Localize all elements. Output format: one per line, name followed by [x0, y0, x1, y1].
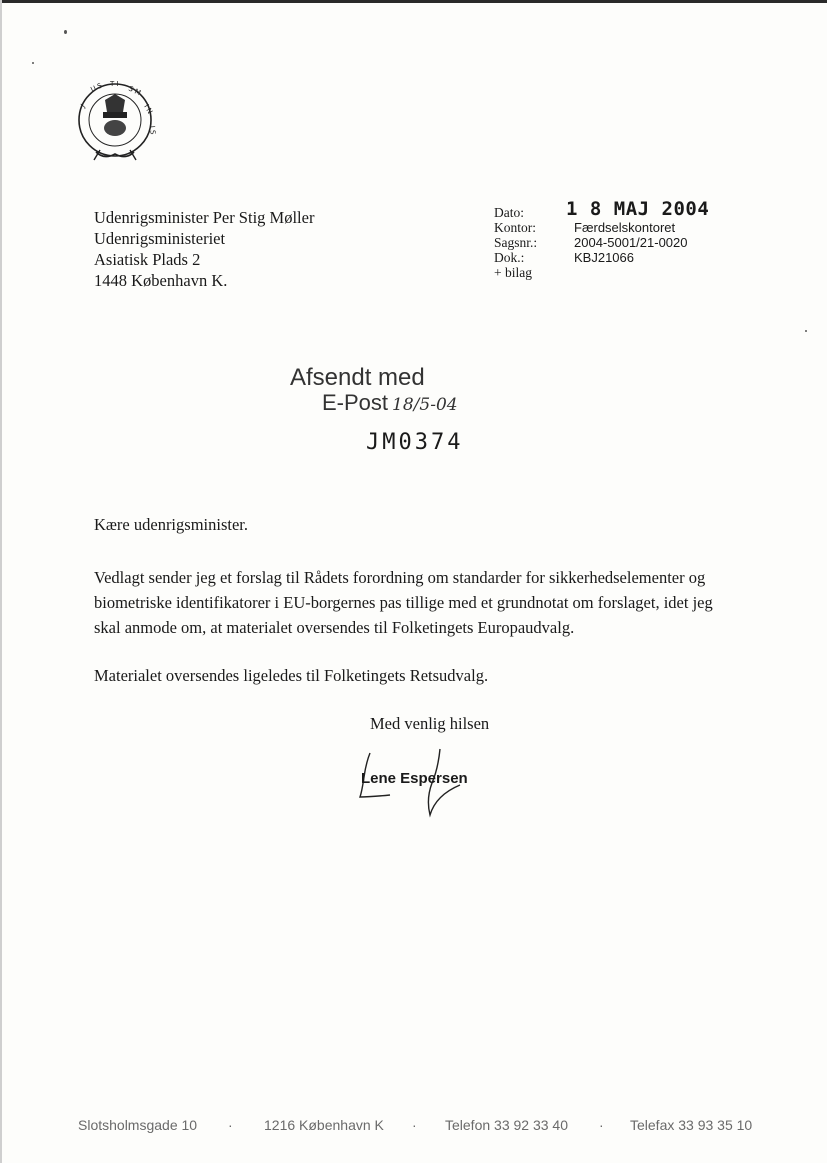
dispatch-stamp-line1: Afsendt med	[290, 364, 425, 391]
journal-number: JM0374	[366, 430, 464, 455]
attachment-note: + bilag	[494, 265, 532, 280]
scan-border-left	[0, 0, 2, 1163]
recipient-address	[94, 207, 314, 291]
footer-separator: ·	[599, 1117, 604, 1133]
office-value: Færdselskontoret	[574, 220, 676, 235]
recipient-line: 1448 København K.	[94, 271, 228, 290]
dispatch-stamp-line2	[322, 390, 458, 416]
attachment-row	[494, 265, 709, 280]
document-value: KBJ21066	[574, 250, 634, 265]
dispatch-stamp-epost: E-Post	[322, 390, 389, 415]
office-label: Kontor:	[494, 220, 536, 235]
footer-phone: Telefon 33 92 33 40	[445, 1117, 568, 1133]
recipient-line: Udenrigsministeriet	[94, 229, 226, 248]
salutation: Kære udenrigsminister.	[94, 515, 248, 534]
svg-text:I S: I S	[148, 125, 157, 135]
footer-address: Slotsholmsgade 10	[78, 1117, 198, 1133]
paragraph-line: biometriske identifikatorer i EU-borgernes pas tillige med et grundnotat om forslaget, idet jeg	[94, 593, 713, 612]
paragraph-1	[94, 565, 713, 640]
footer-separator: ·	[412, 1117, 417, 1133]
paragraph-2: Materialet oversendes ligeledes til Folketingets Retsudvalg.	[94, 666, 489, 685]
footer-separator: ·	[228, 1117, 233, 1133]
case-number-value: 2004-5001/21-0020	[574, 235, 688, 250]
document-row	[494, 250, 709, 265]
handwritten-date: 18/5-04	[392, 395, 458, 415]
document-label: Dok.:	[494, 250, 525, 265]
date-stamp: 1 8 MAJ 2004	[566, 198, 710, 220]
svg-text:S M: S M	[127, 84, 143, 98]
svg-text:T I: T I	[110, 80, 119, 88]
svg-text:U S: U S	[89, 81, 104, 94]
paragraph-line: skal anmode om, at materialet oversendes til Folketingets Europaudvalg.	[94, 618, 575, 637]
svg-text:J: J	[79, 102, 87, 110]
closing: Med venlig hilsen	[370, 714, 490, 733]
recipient-line: Udenrigsminister Per Stig Møller	[94, 208, 315, 227]
footer-city: 1216 København K	[264, 1117, 384, 1133]
date-label: Dato:	[494, 205, 524, 220]
scan-speck	[32, 62, 34, 64]
signature-name: Lene Espersen	[361, 770, 468, 787]
ministry-seal-logo	[70, 78, 160, 168]
recipient-line: Asiatisk Plads 2	[94, 250, 201, 269]
office-row	[494, 220, 709, 235]
footer-fax: Telefax 33 93 35 10	[630, 1117, 753, 1133]
date-row	[494, 200, 709, 220]
scan-speck	[805, 330, 807, 332]
letter-metadata	[494, 200, 709, 280]
case-number-row	[494, 235, 709, 250]
svg-text:I N: I N	[142, 103, 154, 116]
paragraph-line: Vedlagt sender jeg et forslag til Rådets forordning om standarder for sikkerhedselementer og	[94, 568, 706, 587]
scan-border-top	[0, 0, 827, 3]
case-number-label: Sagsnr.:	[494, 235, 538, 250]
scan-speck	[64, 30, 67, 34]
